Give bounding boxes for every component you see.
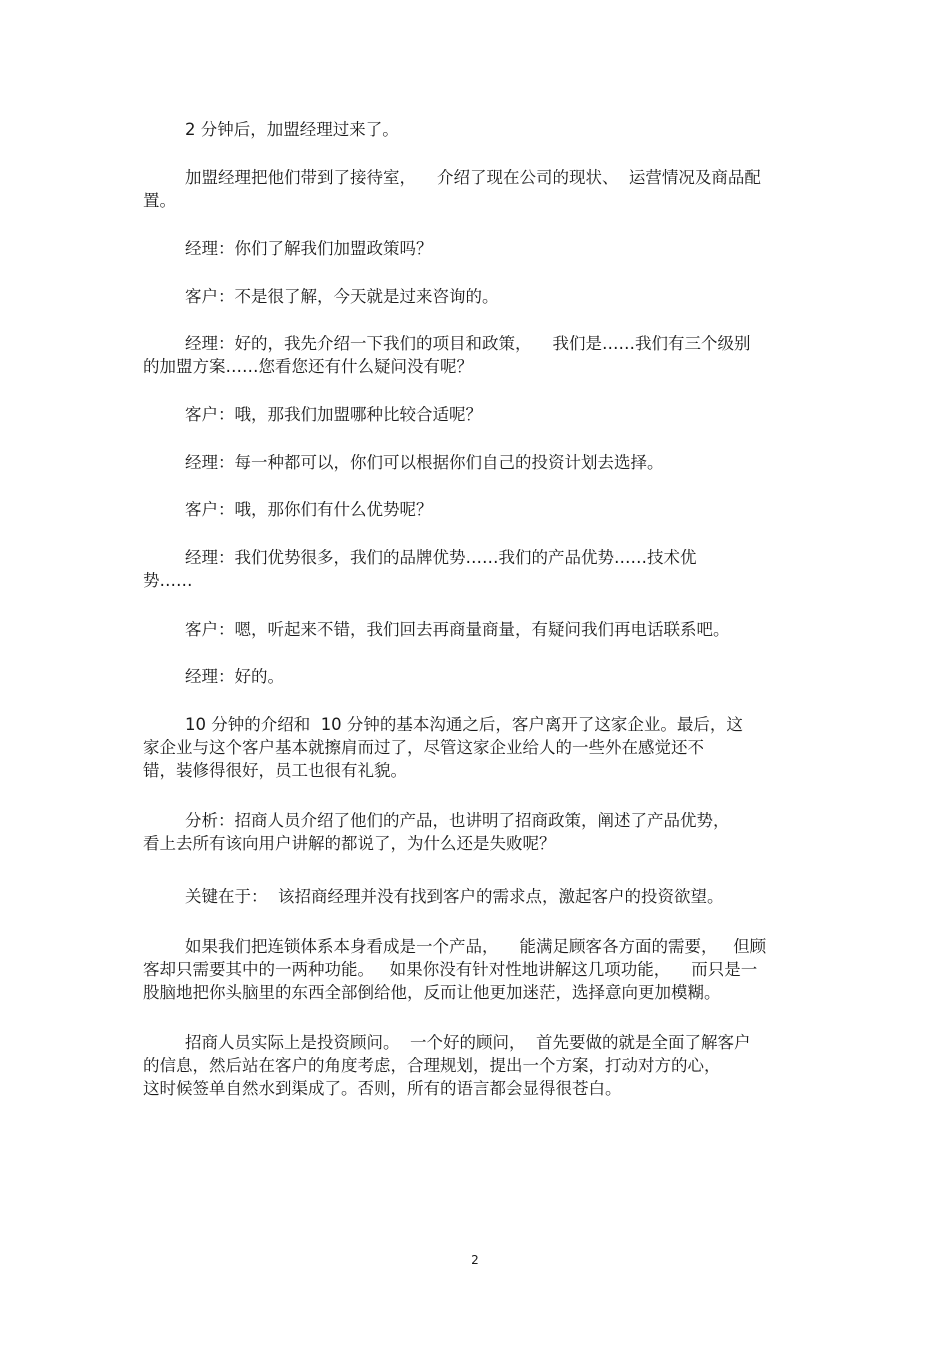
text-line: 家企业与这个客户基本就擦肩而过了，尽管这家企业给人的一些外在感觉还不 [143, 738, 704, 757]
text-line: 经理：每一种都可以，你们可以根据你们自己的投资计划去选择。 [143, 453, 664, 472]
text-line: 10 分钟的介绍和 10 分钟的基本沟通之后，客户离开了这家企业。最后，这 [143, 715, 743, 734]
paragraph-14 [143, 885, 808, 908]
text-line: 客户：嗯，听起来不错，我们回去再商量商量，有疑问我们再电话联系吧。 [143, 620, 730, 639]
paragraph-11 [143, 665, 808, 688]
text-line: 招商人员实际上是投资顾问。 一个好的顾问， 首先要做的就是全面了解客户 [143, 1033, 751, 1052]
text-line: 经理：好的，我先介绍一下我们的项目和政策， 我们是……我们有三个级别 [143, 334, 751, 353]
text-line: 看上去所有该向用户讲解的都说了，为什么还是失败呢？ [143, 834, 556, 853]
text-line: 的加盟方案……您看您还有什么疑问没有呢？ [143, 357, 473, 376]
paragraph-5 [143, 332, 808, 378]
paragraph-9 [143, 546, 808, 592]
paragraph-4 [143, 285, 808, 308]
text-line: 的信息，然后站在客户的角度考虑，合理规划，提出一个方案，打动对方的心， [143, 1056, 721, 1075]
text-line: 经理：好的。 [143, 667, 284, 686]
text-line: 分析：招商人员介绍了他们的产品，也讲明了招商政策，阐述了产品优势， [143, 811, 730, 830]
paragraph-2 [143, 166, 808, 212]
paragraph-12 [143, 713, 808, 782]
text-line: 经理：我们优势很多，我们的品牌优势……我们的产品优势……技术优 [143, 548, 697, 567]
paragraph-13 [143, 809, 808, 855]
text-line: 经理：你们了解我们加盟政策吗？ [143, 239, 433, 258]
paragraph-10 [143, 618, 808, 641]
text-line: 客却只需要其中的一两种功能。 如果你没有针对性地讲解这几项功能， 而只是一 [143, 960, 758, 979]
paragraph-15 [143, 935, 808, 1004]
text-line: 客户：不是很了解，今天就是过来咨询的。 [143, 287, 499, 306]
text-line: 置。 [143, 191, 176, 210]
paragraph-6 [143, 403, 808, 426]
text-line: 势…… [143, 571, 193, 590]
text-line: 加盟经理把他们带到了接待室， 介绍了现在公司的现状、 运营情况及商品配 [143, 168, 761, 187]
text-line: 股脑地把你头脑里的东西全部倒给他，反而让他更加迷茫，选择意向更加模糊。 [143, 983, 721, 1002]
page-number: 2 [471, 1253, 479, 1267]
text-line: 2 分钟后，加盟经理过来了。 [143, 120, 399, 139]
paragraph-1 [143, 118, 808, 141]
text-line: 关键在于： 该招商经理并没有找到客户的需求点，激起客户的投资欲望。 [143, 887, 724, 906]
paragraph-16 [143, 1031, 808, 1100]
text-line: 错，装修得很好，员工也很有礼貌。 [143, 761, 407, 780]
text-line: 这时候签单自然水到渠成了。否则，所有的语言都会显得很苍白。 [143, 1079, 622, 1098]
paragraph-8 [143, 498, 808, 521]
paragraph-3 [143, 237, 808, 260]
text-line: 如果我们把连锁体系本身看成是一个产品， 能满足顾客各方面的需要， 但顾 [143, 937, 767, 956]
text-line: 客户：哦，那你们有什么优势呢？ [143, 500, 433, 519]
text-line: 客户：哦，那我们加盟哪种比较合适呢？ [143, 405, 482, 424]
paragraph-7 [143, 451, 808, 474]
